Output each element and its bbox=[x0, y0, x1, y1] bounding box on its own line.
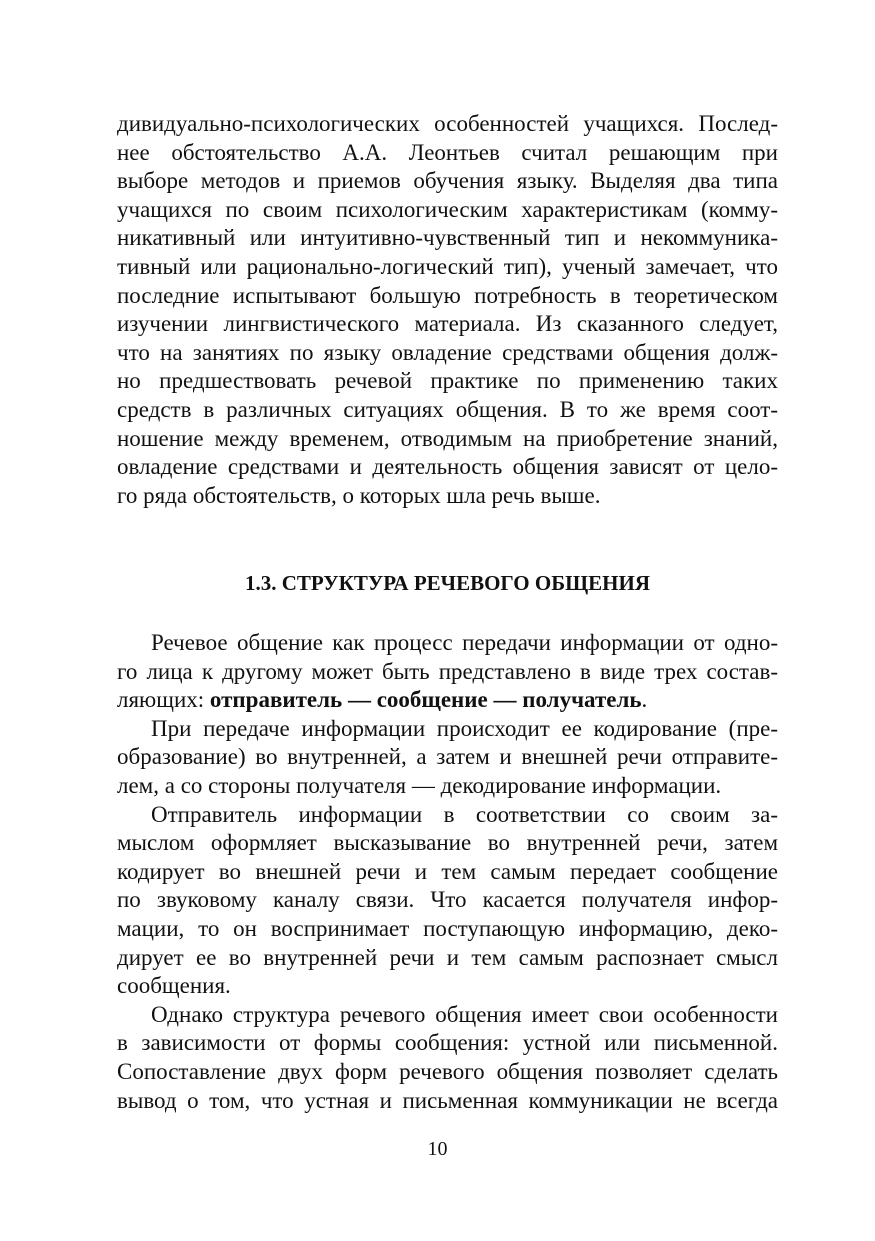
text-line: выборе методов и приемов обучения языку. Выделяя два типа bbox=[117, 168, 778, 194]
text-line: дивидуально-психологических особенностей учащихся. Послед- bbox=[117, 111, 778, 136]
text-line: кодирует во внешней речи и тем самым передает сообщение bbox=[117, 858, 778, 884]
text-line: го лица к другому может быть представлено в виде трех состав- bbox=[117, 658, 778, 684]
page-number: 10 bbox=[427, 1138, 448, 1160]
section-body bbox=[117, 629, 778, 1115]
text-line: изучении лингвистического материала. Из сказанного следует, bbox=[117, 311, 778, 337]
paragraph-top bbox=[117, 110, 778, 510]
text-line: средств в различных ситуациях общения. В то же время соот- bbox=[117, 396, 778, 422]
text-segment: . bbox=[641, 687, 648, 713]
paragraph-1 bbox=[117, 629, 778, 715]
text-line: тивный или рационально-логический тип), ученый замечает, что bbox=[117, 253, 778, 279]
text-line: сообщения. bbox=[117, 973, 231, 999]
paragraph-2 bbox=[117, 715, 778, 801]
text-line: Отправитель информации в соответствии со своим за- bbox=[151, 801, 778, 827]
text-line: вывод о том, что устная и письменная коммуникации не всегда bbox=[117, 1087, 778, 1113]
text-line: но предшествовать речевой практике по применению таких bbox=[117, 368, 778, 394]
bold-term: отправитель — сообщение — получатель bbox=[209, 687, 642, 713]
text-line: последние испытывают большую потребность в теоретическом bbox=[117, 282, 778, 308]
text-line: в зависимости от формы сообщения: устной или письменной. bbox=[117, 1030, 778, 1056]
text-line: мыслом оформляет высказывание во внутренней речи, затем bbox=[117, 830, 778, 856]
text-segment: ляющих: bbox=[117, 687, 210, 713]
text-line: Речевое общение как процесс передачи информации от одно- bbox=[151, 630, 778, 655]
text-line: образование) во внутренней, а затем и внешней речи отправите- bbox=[117, 744, 778, 770]
text-line: Однако структура речевого общения имеет свои особенности bbox=[151, 1001, 778, 1027]
text-line: никативный или интуитивно-чувственный тип и некоммуника- bbox=[117, 225, 778, 251]
text-line: лем, а со стороны получателя — декодирование информации. bbox=[117, 772, 722, 798]
text-line: го ряда обстоятельств, о которых шла речь выше. bbox=[117, 482, 601, 508]
text-line: Сопоставление двух форм речевого общения позволяет сделать bbox=[117, 1058, 778, 1084]
text-line: что на занятиях по языку овладение средствами общения долж- bbox=[117, 339, 778, 365]
text-line: овладение средствами и деятельность общения зависят от цело- bbox=[117, 454, 778, 480]
paragraph-3 bbox=[117, 801, 778, 1001]
text-line: учащихся по своим психологическим характеристикам (комму- bbox=[117, 196, 778, 222]
paragraph-4 bbox=[117, 1001, 778, 1115]
text-line: по звуковому каналу связи. Что касается получателя инфор- bbox=[117, 887, 778, 913]
page-body bbox=[117, 110, 778, 1113]
text-line bbox=[117, 686, 778, 715]
text-line: При передаче информации происходит ее кодирование (пре- bbox=[151, 715, 778, 741]
text-line: нее обстоятельство А.А. Леонтьев считал решающим при bbox=[117, 139, 778, 165]
text-line: мации, то он воспринимает поступающую информацию, деко- bbox=[117, 915, 778, 941]
text-line: дирует ее во внутренней речи и тем самым распознает смысл bbox=[117, 944, 778, 970]
section-heading: 1.3. СТРУКТУРА РЕЧЕВОГО ОБЩЕНИЯ bbox=[245, 571, 650, 595]
text-line: ношение между временем, отводимым на приобретение знаний, bbox=[117, 425, 778, 451]
